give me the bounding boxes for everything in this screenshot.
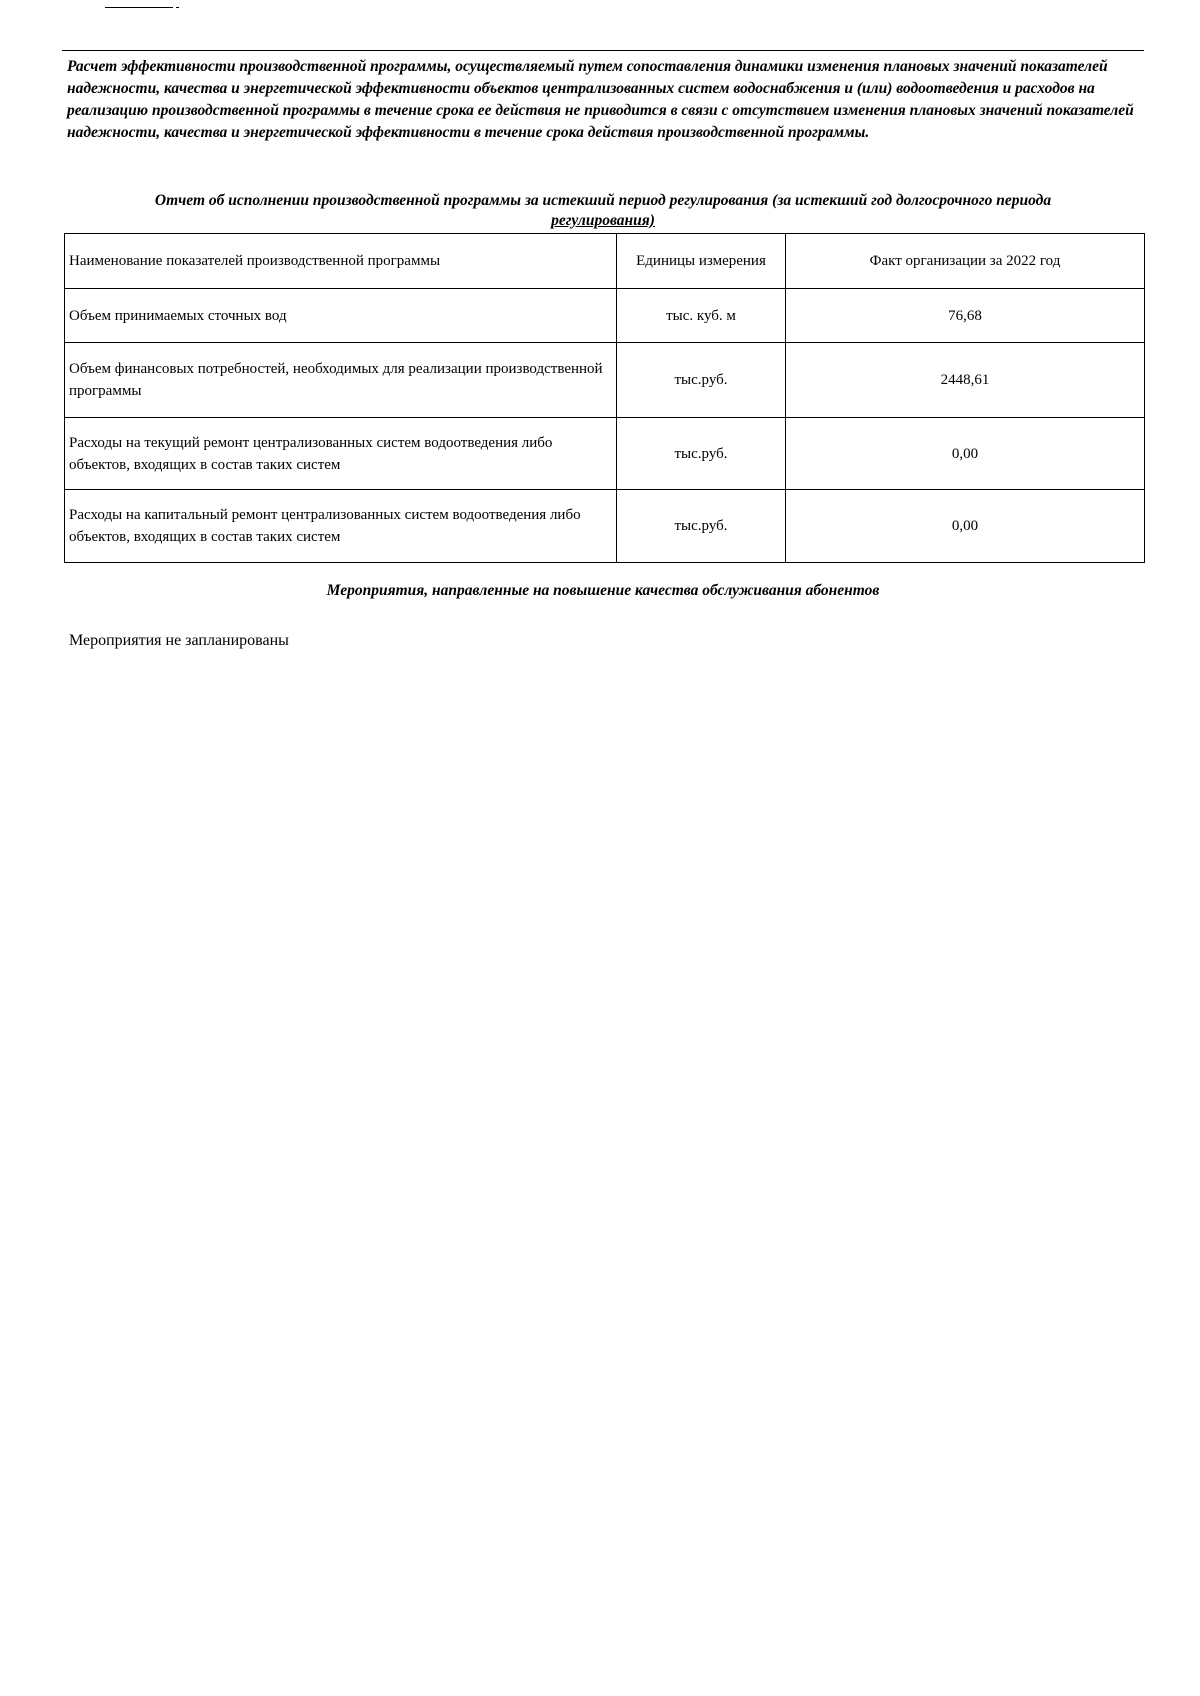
header-fact: Факт организации за 2022 год [786,234,1145,289]
top-divider-line [62,50,1144,51]
table-row [65,343,1145,418]
row-fact: 2448,61 [786,343,1145,418]
header-name: Наименование показателей производственной программы [65,234,617,289]
row-fact: 0,00 [786,490,1145,563]
table-row [65,490,1145,563]
report-table [64,233,1145,563]
row-name: Расходы на текущий ремонт централизованных систем водоотведения либо объектов, входящих в состав таких систем [65,418,617,490]
measures-text: Мероприятия не запланированы [69,632,289,649]
row-fact: 0,00 [786,418,1145,490]
row-name: Расходы на капитальный ремонт централизованных систем водоотведения либо объектов, входящих в состав таких систем [65,490,617,563]
intro-paragraph: Расчет эффективности производственной программы, осуществляемый путем сопоставления динамики изменения плановых значений показателей надежности, качества и энергетической эффективности объектов централизованных систем водоснабжения и (или) водоотведения и расходов на реализацию производственной программы в течение срока ее действия не приводится в связи с отсутствием изменения плановых значений показателей надежности, качества и энергетической эффективности в течение срока действия производственной программы. [67,58,1134,141]
row-unit: тыс.руб. [617,490,786,563]
row-unit: тыс.руб. [617,418,786,490]
row-name: Объем принимаемых сточных вод [65,289,617,343]
report-title-main: Отчет об исполнении производственной программы за истекший период регулирования (за истекший год долгосрочного периода [154,192,1052,209]
row-unit: тыс.руб. [617,343,786,418]
top-scan-mark [105,7,173,8]
row-fact: 76,68 [786,289,1145,343]
table-row [65,289,1145,343]
row-name: Объем финансовых потребностей, необходимых для реализации производственной программы [65,343,617,418]
report-title-tail: регулирования) [551,212,655,229]
report-title [62,191,1144,231]
table-row [65,418,1145,490]
table-header-row [65,234,1145,289]
top-scan-mark-dot [176,7,179,8]
header-unit: Единицы измерения [617,234,786,289]
row-unit: тыс. куб. м [617,289,786,343]
measures-title: Мероприятия, направленные на повышение качества обслуживания абонентов [326,582,880,599]
